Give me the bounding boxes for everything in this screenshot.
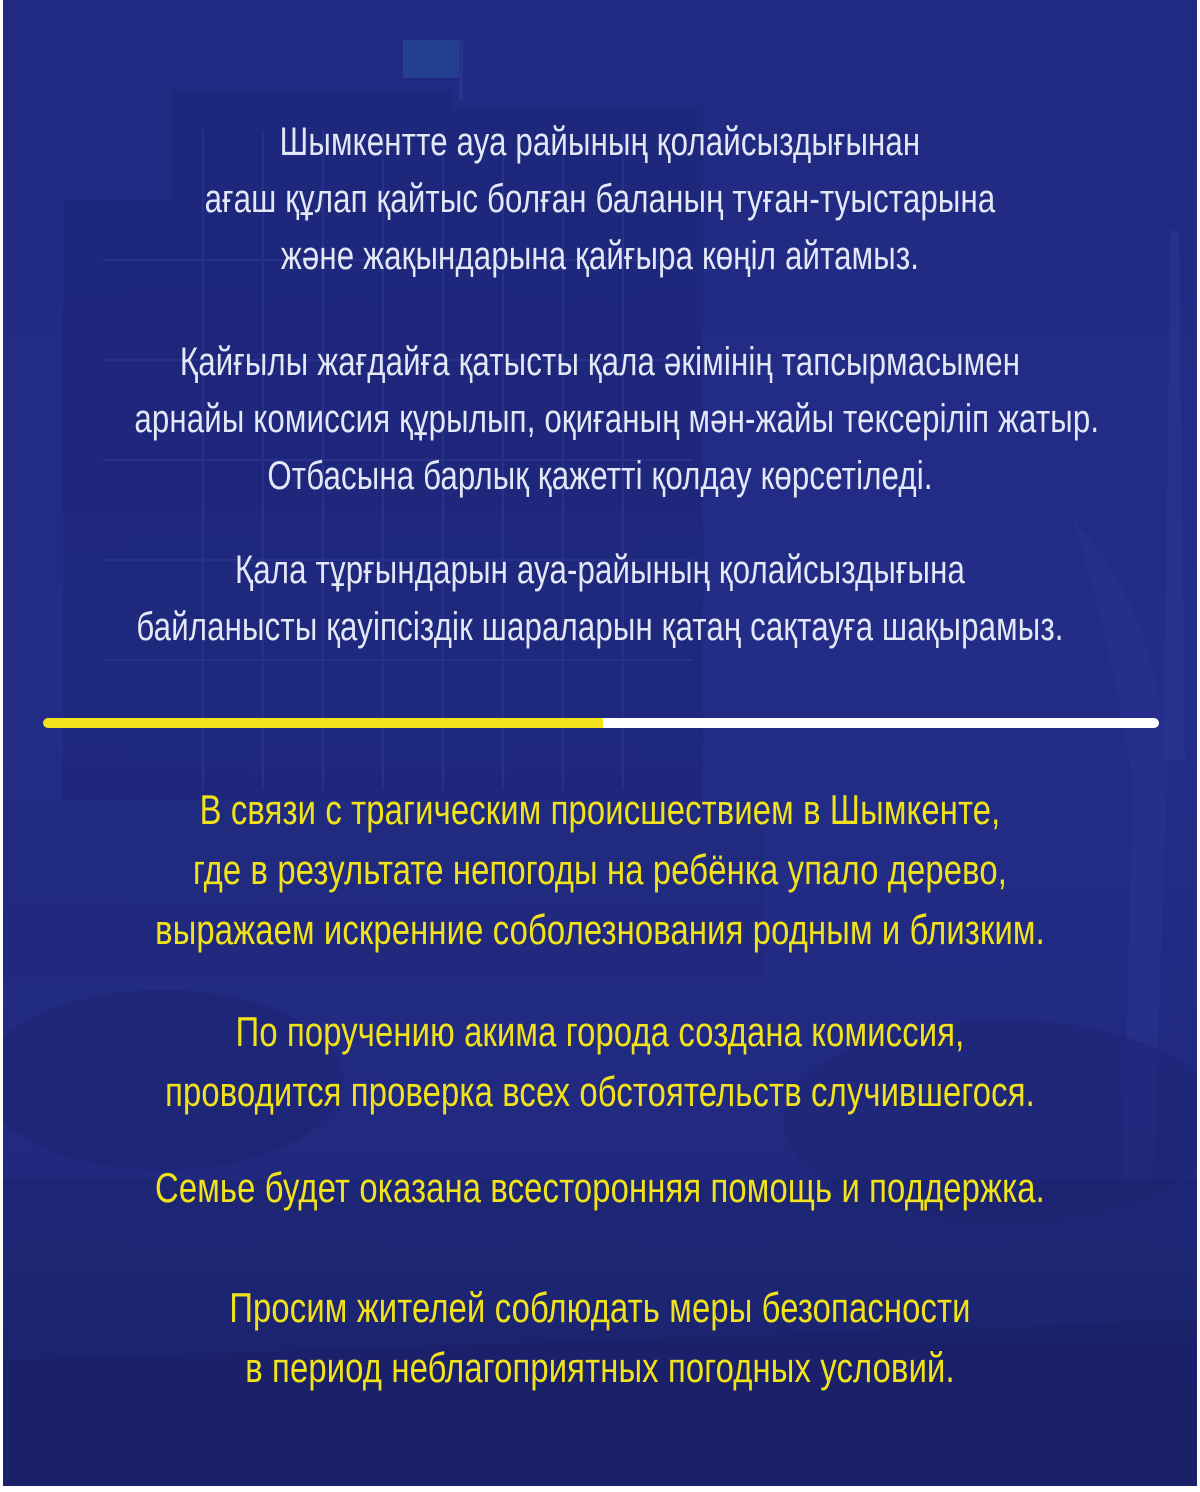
russian-paragraph-4 bbox=[134, 1278, 1065, 1398]
kazakh-paragraph-1 bbox=[134, 114, 1065, 285]
section-divider bbox=[43, 718, 1159, 728]
text-line: В связи с трагическим происшествием в Шымкенте, bbox=[199, 786, 1001, 833]
text-line: Семье будет оказана всесторонняя помощь и поддержка. bbox=[155, 1164, 1045, 1211]
text-line: По поручению акима города создана комиссия, bbox=[235, 1008, 965, 1055]
text-line: выражаем искренние соболезнования родным и близким. bbox=[155, 906, 1045, 953]
divider-white-segment bbox=[603, 718, 1159, 728]
kazakh-paragraph-2 bbox=[134, 334, 1100, 505]
text-line: Шымкентте ауа райының қолайсыздығынан bbox=[279, 120, 921, 164]
text-line: проводится проверка всех обстоятельств случившегося. bbox=[165, 1068, 1035, 1115]
text-line: где в результате непогоды на ребёнка упало дерево, bbox=[193, 846, 1007, 893]
condolence-card bbox=[3, 0, 1197, 1486]
text-line: арнайы комиссия құрылып, оқиғаның мән-жайы тексеріліп жатыр. bbox=[134, 397, 1100, 441]
russian-paragraph-1 bbox=[134, 780, 1065, 960]
text-line: в период неблагоприятных погодных условий. bbox=[245, 1344, 955, 1391]
text-line: Қала тұрғындарын ауа-райының қолайсыздығына bbox=[234, 548, 966, 592]
russian-paragraph-2 bbox=[134, 1002, 1065, 1122]
text-line: ағаш құлап қайтыс болған баланың туған-туыстарына bbox=[204, 177, 996, 221]
text-line: Қайғылы жағдайға қатысты қала әкімінің тапсырмасымен bbox=[179, 340, 1021, 384]
text-line: Отбасына барлық қажетті қолдау көрсетіледі. bbox=[267, 454, 933, 498]
text-line: және жақындарына қайғыра көңіл айтамыз. bbox=[280, 234, 920, 278]
text-line: Просим жителей соблюдать меры безопасности bbox=[229, 1284, 971, 1331]
divider-yellow-segment bbox=[43, 718, 603, 728]
kazakh-paragraph-3 bbox=[134, 542, 1065, 656]
russian-paragraph-3 bbox=[134, 1158, 1065, 1218]
text-line: байланысты қауіпсіздік шараларын қатаң сақтауға шақырамыз. bbox=[136, 605, 1064, 649]
